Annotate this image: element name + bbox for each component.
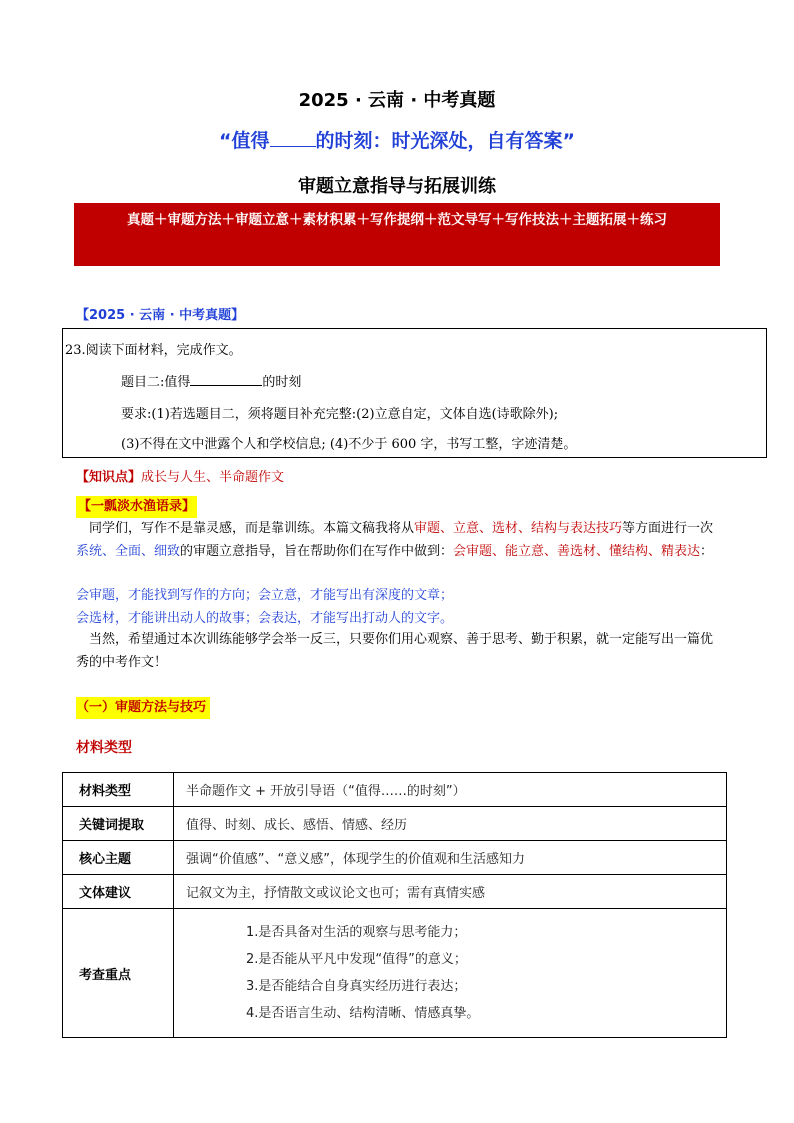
table-row	[63, 875, 727, 909]
table-row	[63, 807, 727, 841]
table-key: 核心主题	[63, 841, 174, 875]
method-section-tag: （一）审题方法与技巧	[76, 697, 210, 719]
table-value	[174, 909, 727, 1038]
intro-text: 的审题立意指导，旨在帮助你们在写作中做到：	[180, 544, 454, 559]
table-value: 强调“价值感”、“意义感”，体现学生的价值观和生活感知力	[174, 841, 727, 875]
list-item: 2.是否能从平凡中发现“值得”的意义；	[246, 952, 467, 967]
intro-paragraph-1	[76, 517, 724, 563]
table-value: 值得、时刻、成长、感悟、情感、经历	[174, 807, 727, 841]
table-row	[63, 909, 727, 1038]
material-table	[62, 772, 727, 1038]
intro-text: ：	[700, 544, 714, 559]
material-heading: 材料类型	[76, 740, 132, 756]
focus-points-list	[186, 919, 714, 1027]
intro-line: 会选材，才能讲出动人的故事；会表达，才能写出打动人的文字。	[76, 611, 454, 626]
essay-topic-title	[0, 126, 794, 153]
requirement-line-1: 要求:(1)若选题目二，须将题目补充完整:(2)立意自定，文体自选(诗歌除外);	[121, 407, 559, 422]
knowledge-point	[76, 466, 284, 485]
table-value: 半命题作文 + 开放引导语（“值得……的时刻”）	[174, 773, 727, 807]
section-tag: 【2025 · 云南 · 中考真题】	[76, 308, 245, 323]
list-item: 3.是否能结合自身真实经历进行表达；	[246, 979, 467, 994]
topic-title-prefix: “值得	[219, 130, 270, 152]
table-row	[63, 773, 727, 807]
table-key: 材料类型	[63, 773, 174, 807]
list-item: 4.是否语言生动、结构清晰、情感真挚。	[246, 1006, 480, 1021]
knowledge-text: 成长与人生、半命题作文	[141, 470, 285, 485]
intro-paragraph-2	[76, 584, 724, 630]
intro-goals: 会审题、能立意、善选材、懂结构、精表达	[453, 544, 701, 559]
question-topic	[121, 371, 301, 390]
topic-suffix: 的时刻	[262, 375, 302, 390]
intro-line: 会审题，才能找到写作的方向；会立意，才能写出有深度的文章；	[76, 588, 454, 603]
topic-prefix: 题目二:值得	[121, 375, 191, 390]
topic-blank-line	[190, 373, 262, 386]
page-title: 2025 · 云南 · 中考真题	[298, 90, 496, 111]
subtitle: 审题立意指导与拓展训练	[298, 176, 496, 197]
intro-highlight: 审题、立意、选材、结构与表达技巧	[414, 521, 623, 536]
table-key: 考查重点	[63, 909, 174, 1038]
table-key: 关键词提取	[63, 807, 174, 841]
knowledge-label: 【知识点】	[76, 470, 142, 485]
content-banner: 真题＋审题方法＋审题立意＋素材积累＋写作提纲＋范文导写＋写作技法＋主题拓展＋练习	[74, 203, 720, 266]
intro-text: 同学们，写作不是靠灵感，而是靠训练。本篇文稿我将从	[76, 521, 415, 536]
intro-highlight-blue: 系统、全面、细致	[76, 544, 181, 559]
quote-tag: 【一瓢淡水渔语录】	[76, 496, 197, 518]
question-heading: 23.阅读下面材料，完成作文。	[65, 343, 242, 358]
topic-title-suffix: 的时刻：时光深处，自有答案”	[315, 130, 575, 152]
question-box	[62, 328, 767, 458]
requirement-line-2: (3)不得在文中泄露个人和学校信息; (4)不少于 600 字，书写工整，字迹清楚。	[121, 437, 577, 452]
table-value: 记叙文为主，抒情散文或议论文也可；需有真情实感	[174, 875, 727, 909]
topic-blank	[270, 132, 316, 147]
intro-text: 等方面进行一次	[622, 521, 714, 536]
table-row	[63, 841, 727, 875]
list-item: 1.是否具备对生活的观察与思考能力；	[246, 925, 467, 940]
intro-paragraph-3: 当然，希望通过本次训练能够学会举一反三，只要你们用心观察、善于思考、勤于积累，就一定能写出一篇优秀的中考作文！	[76, 632, 714, 670]
table-key: 文体建议	[63, 875, 174, 909]
